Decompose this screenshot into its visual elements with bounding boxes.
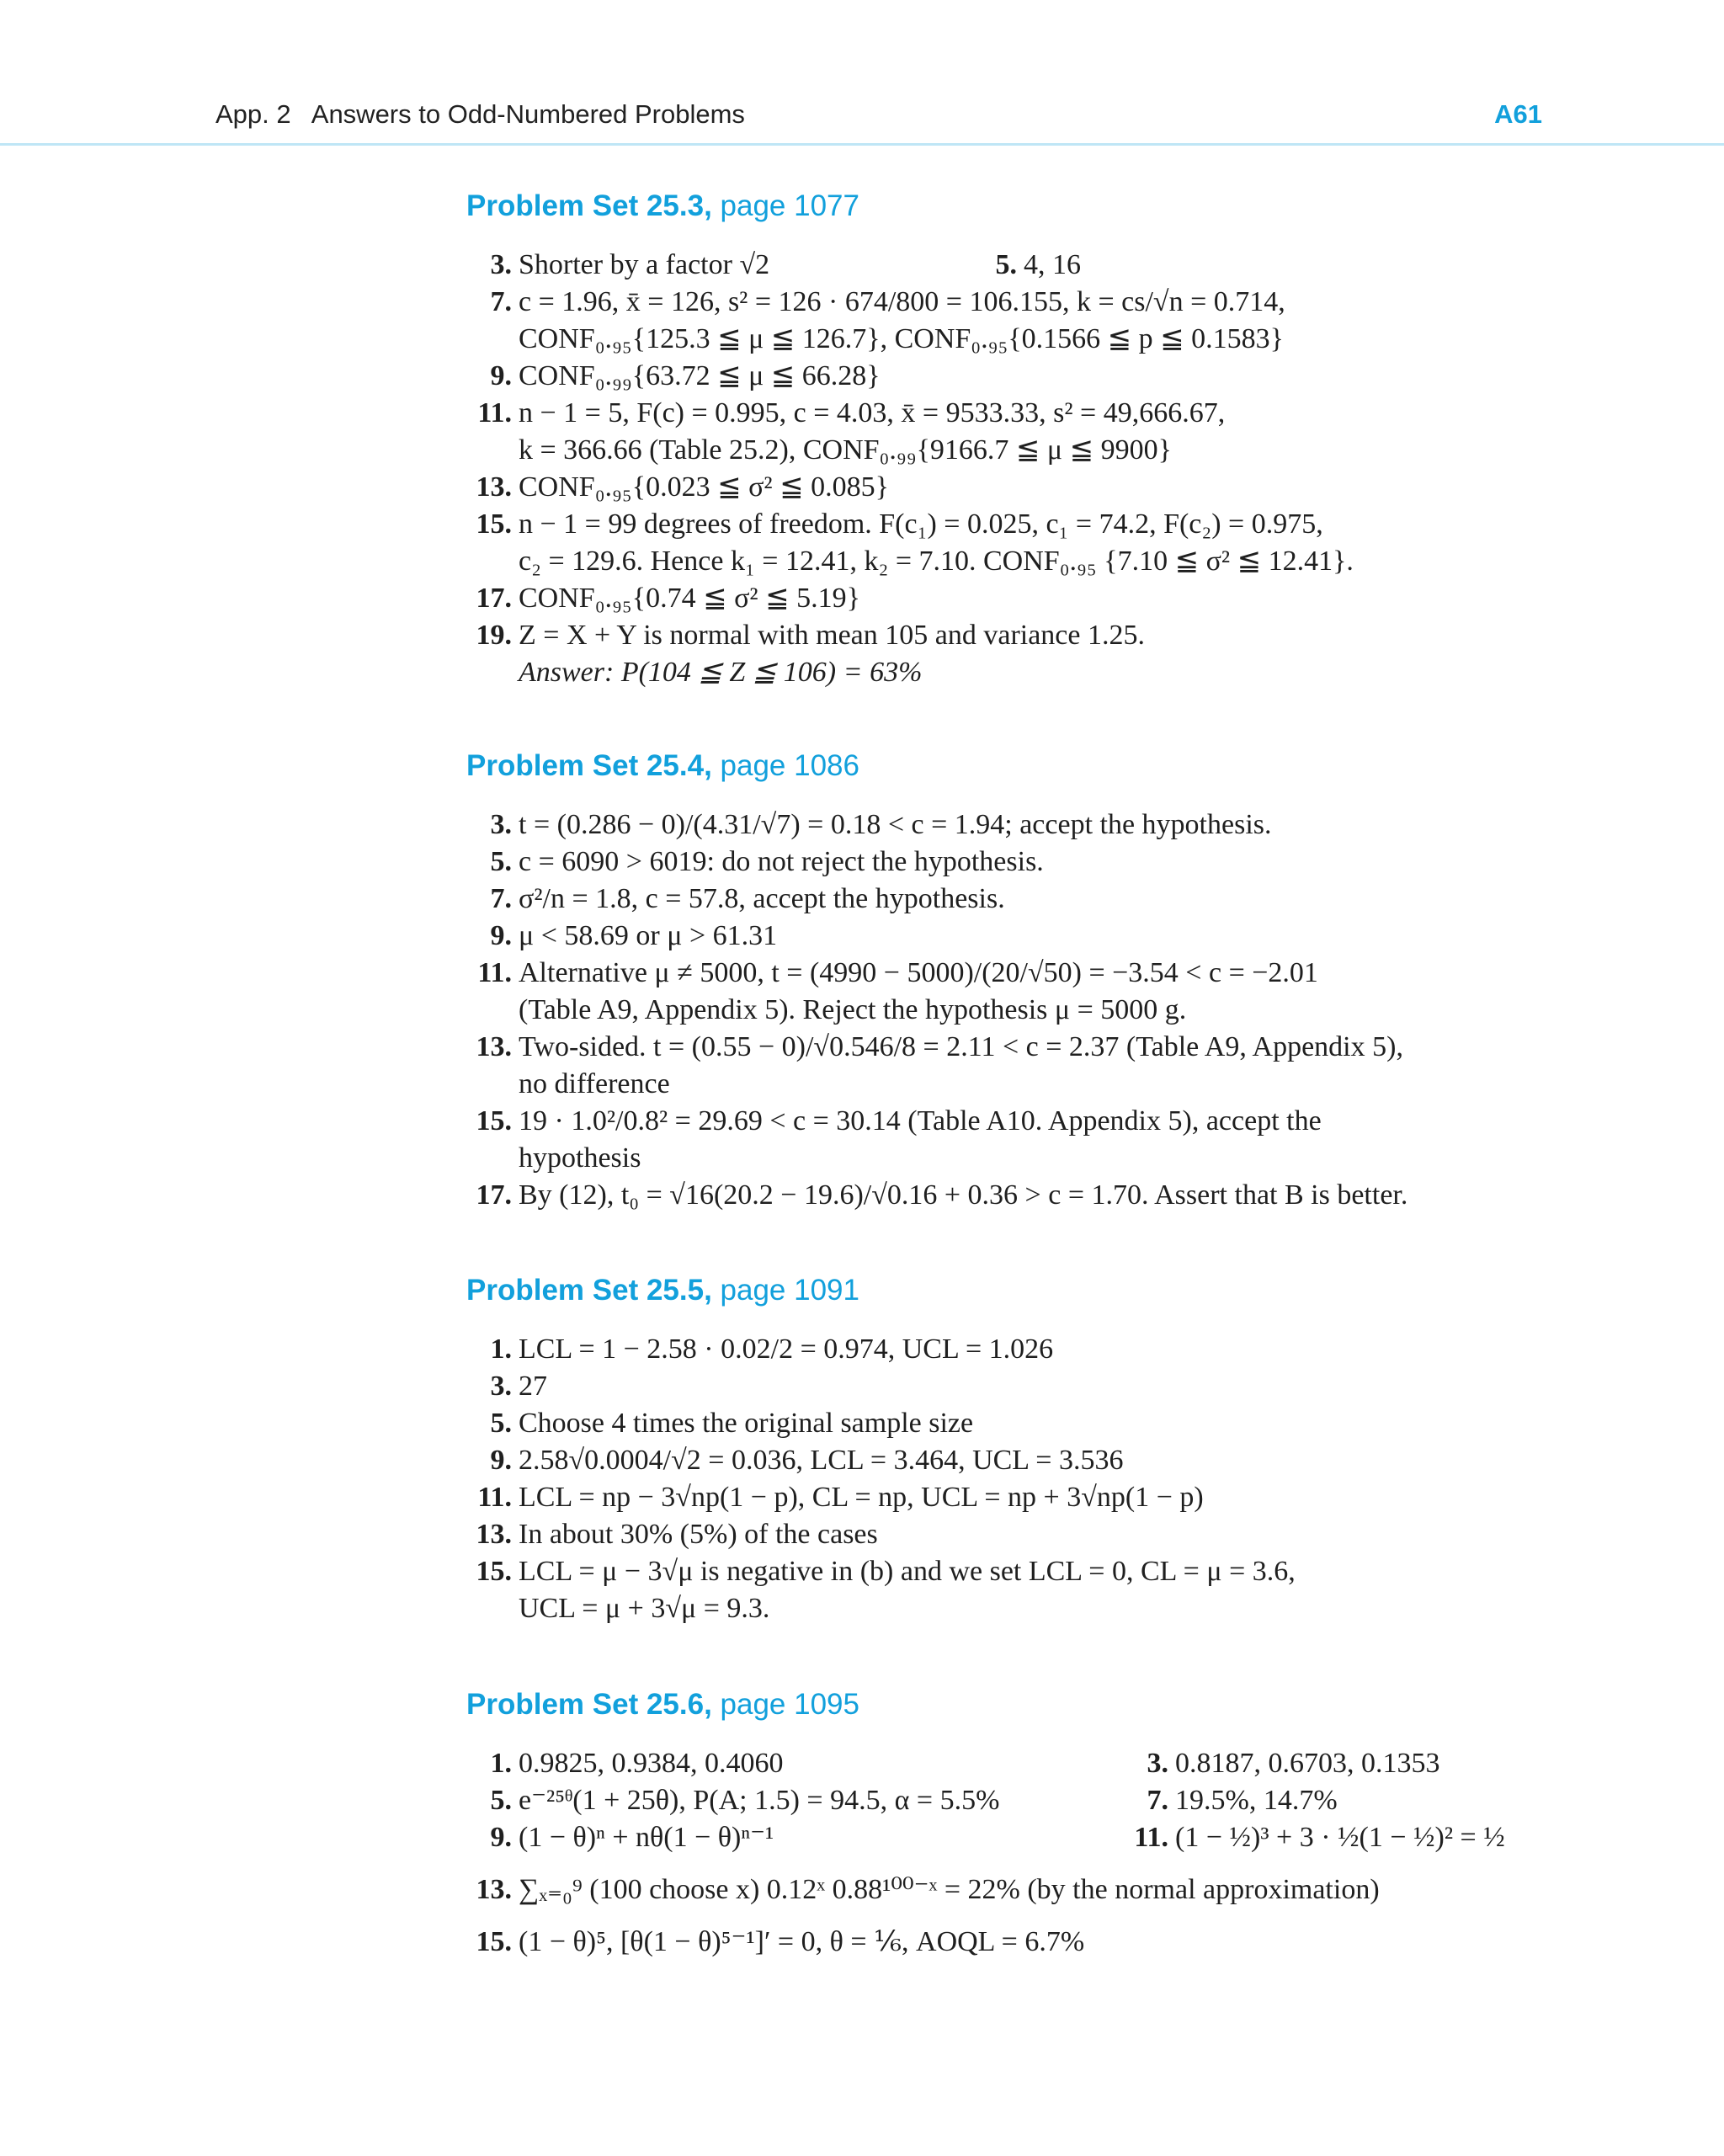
answer-item: 5. Choose 4 times the original sample size — [490, 1408, 974, 1439]
running-head — [0, 99, 1724, 146]
answer-item: 3. t = (0.286 − 0)/(4.31/√7) = 0.18 < c = 1.94; accept the hypothesis. — [490, 809, 1272, 840]
answer-list — [466, 247, 1561, 691]
answer-item: 1. 0.9825, 0.9384, 0.4060 — [490, 1748, 784, 1779]
answer-item: 13. In about 30% (5%) of the cases — [476, 1519, 878, 1550]
answer-row — [466, 1819, 1561, 1856]
answer-item: 1. LCL = 1 − 2.58 · 0.02/2 = 0.974, UCL = 1.026 — [490, 1334, 1054, 1365]
page-number: A61 — [1494, 99, 1542, 129]
problem-set-25-3 — [466, 181, 1561, 691]
answer-item: 9. CONF₀.₉₉{63.72 ≦ μ ≦ 66.28} — [490, 360, 881, 391]
chapter-label: App. 2 — [216, 99, 291, 129]
answer-row — [466, 1782, 1561, 1819]
answer-item: 11. Alternative μ ≠ 5000, t = (4990 − 5000)/(20/√50) = −3.54 < c = −2.01 (Table A9, Appendix 5). Reject the hypothesis μ = 5000 g. — [477, 957, 1318, 1025]
answer-item: 15. (1 − θ)⁵, [θ(1 − θ)⁵⁻¹]′ = 0, θ = ⅙, AOQL = 6.7% — [476, 1926, 1085, 1957]
answer-item: 11. (1 − ½)³ + 3 · ½(1 − ½)² = ½ — [1134, 1822, 1505, 1853]
section-heading: Problem Set 25.5, page 1091 — [466, 1274, 859, 1307]
answer-item: 9. (1 − θ)ⁿ + nθ(1 − θ)ⁿ⁻¹ — [490, 1822, 774, 1853]
section-heading: Problem Set 25.4, page 1086 — [466, 749, 859, 782]
answer-item: 15. 19 · 1.0²/0.8² = 29.69 < c = 30.14 (Table A10. Appendix 5), accept the hypothesis — [476, 1105, 1322, 1174]
answer-item: 5. 4, 16 — [995, 249, 1081, 280]
answer-item: 13. Two-sided. t = (0.55 − 0)/√0.546/8 = 2.11 < c = 2.37 (Table A9, Appendix 5), no difference — [476, 1031, 1403, 1099]
problem-set-25-6 — [466, 1680, 1561, 1961]
answer-item: 17. By (12), t₀ = √16(20.2 − 19.6)/√0.16 + 0.36 > c = 1.70. Assert that B is better. — [476, 1179, 1408, 1211]
answer-list — [466, 1745, 1561, 1961]
problem-set-25-5 — [466, 1265, 1561, 1627]
answer-item: 15. n − 1 = 99 degrees of freedom. F(c₁) = 0.025, c₁ = 74.2, F(c₂) = 0.975, c₂ = 129.6. Hence k₁ = 12.41, k₂ = 7.10. CONF₀.₉₅ {7.10 ≦ σ² ≦ 12.41}. — [476, 508, 1354, 577]
answer-item: 11. n − 1 = 5, F(c) = 0.995, c = 4.03, x̄ = 9533.33, s² = 49,666.67, k = 366.66 (Table 25.2), CONF₀.₉₉{9166.7 ≦ μ ≦ 9900} — [477, 397, 1226, 466]
answer-item: 19. Z = X + Y is normal with mean 105 and variance 1.25. Answer: P(104 ≦ Z ≦ 106) = 63% — [476, 620, 1145, 688]
answer-list — [466, 1331, 1561, 1627]
answer-item: 9. 2.58√0.0004/√2 = 0.036, LCL = 3.464, UCL = 3.536 — [490, 1445, 1124, 1476]
answer-item: 7. c = 1.96, x̄ = 126, s² = 126 · 674/800 = 106.155, k = cs/√n = 0.714, CONF₀.₉₅{125.3 ≦ μ ≦ 126.7}, CONF₀.₉₅{0.1566 ≦ p ≦ 0.1583} — [490, 286, 1285, 354]
answer-item: 9. μ < 58.69 or μ > 61.31 — [490, 920, 778, 951]
chapter-title: Answers to Odd-Numbered Problems — [311, 99, 745, 129]
answer-item: 5. c = 6090 > 6019: do not reject the hypothesis. — [490, 846, 1044, 877]
running-head-left — [216, 99, 745, 130]
answer-list — [466, 807, 1561, 1214]
answer-item: 17. CONF₀.₉₅{0.74 ≦ σ² ≦ 5.19} — [476, 583, 860, 614]
answer-row — [466, 1745, 1561, 1782]
answer-row — [466, 247, 1561, 284]
answer-item: 15. LCL = μ − 3√μ is negative in (b) and we set LCL = 0, CL = μ = 3.6, UCL = μ + 3√μ = 9.3. — [476, 1556, 1296, 1624]
answer-item: 7. σ²/n = 1.8, c = 57.8, accept the hypothesis. — [490, 883, 1005, 914]
answer-item: 3. Shorter by a factor √2 — [490, 249, 770, 280]
answer-item: 7. 19.5%, 14.7% — [1147, 1785, 1338, 1816]
section-heading: Problem Set 25.6, page 1095 — [466, 1688, 859, 1721]
answer-item: 11. LCL = np − 3√np(1 − p), CL = np, UCL = np + 3√np(1 − p) — [477, 1482, 1204, 1513]
answer-item: 13. ∑ₓ₌₀⁹ (100 choose x) 0.12ˣ 0.88¹⁰⁰⁻ˣ = 22% (by the normal approximation) — [476, 1874, 1380, 1905]
answer-item: 3. 27 — [490, 1371, 547, 1402]
section-heading: Problem Set 25.3, page 1077 — [466, 189, 859, 222]
problem-set-25-4 — [466, 741, 1561, 1214]
answer-item: 3. 0.8187, 0.6703, 0.1353 — [1147, 1748, 1440, 1779]
answer-item: 5. e⁻²⁵ᶿ(1 + 25θ), P(A; 1.5) = 94.5, α = 5.5% — [490, 1785, 1000, 1816]
answer-item: 13. CONF₀.₉₅{0.023 ≦ σ² ≦ 0.085} — [476, 471, 889, 503]
